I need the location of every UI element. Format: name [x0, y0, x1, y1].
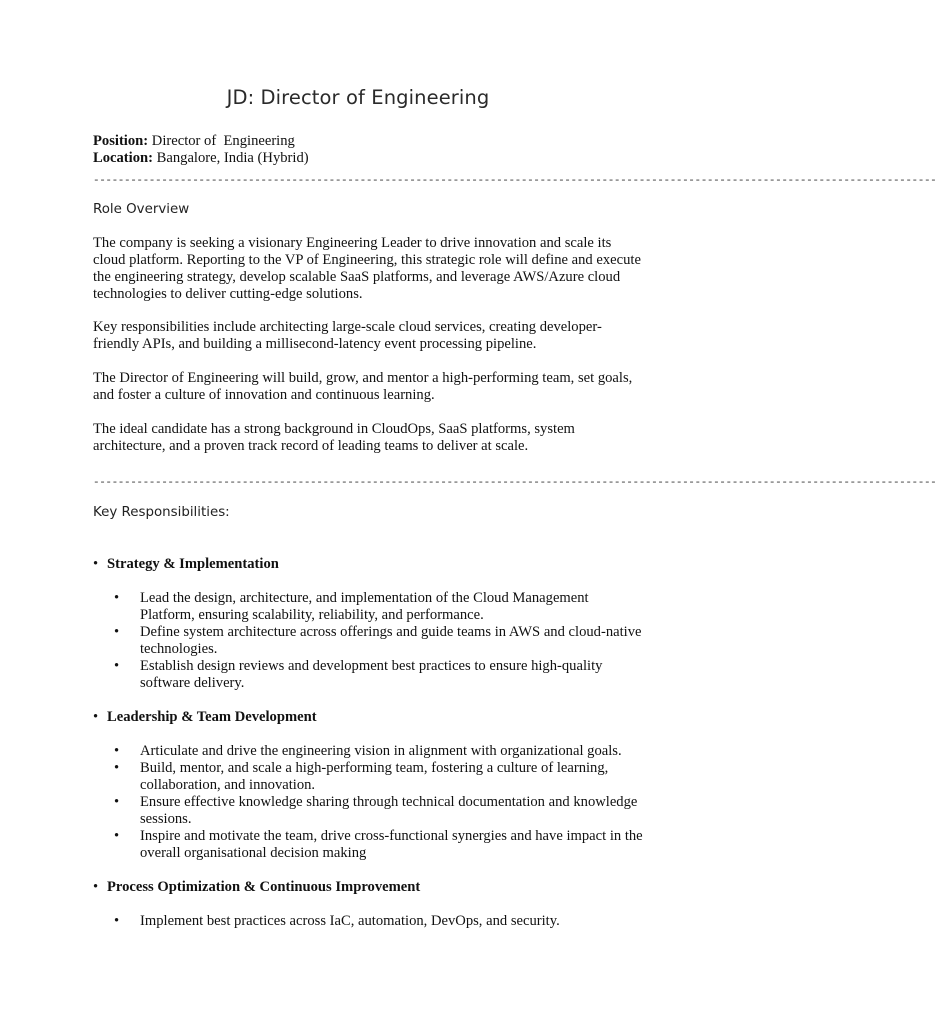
position-value: Director of Engineering — [148, 133, 295, 149]
role-overview-heading: Role Overview — [93, 202, 190, 217]
role-overview-paragraph — [93, 421, 693, 455]
list-item: • Inspire and motivate the team, drive cross-functional synergies and have impact in the overall organisational decision making — [114, 828, 643, 861]
section-title-text: Strategy & Implementation — [107, 556, 279, 572]
role-overview-paragraph — [93, 319, 693, 353]
list-item: • Lead the design, architecture, and implementation of the Cloud Management Platform, ensuring scalability, reliability, and performance. — [114, 590, 589, 623]
text-line: friendly APIs, and building a millisecond-latency event processing pipeline. — [93, 336, 537, 352]
location-line — [93, 150, 309, 167]
text-line: and foster a culture of innovation and continuous learning. — [93, 387, 435, 403]
role-overview-paragraph — [93, 370, 693, 404]
section-title-text: Leadership & Team Development — [107, 709, 317, 725]
bullet-icon: • — [114, 828, 120, 844]
bullet-icon: • — [114, 658, 120, 674]
responsibility-list — [114, 913, 684, 930]
bullet-icon: • — [114, 794, 120, 810]
responsibility-list — [114, 590, 684, 692]
bullet-icon: • — [93, 556, 99, 572]
location-value: Bangalore, India (Hybrid) — [153, 150, 309, 166]
list-item: • Ensure effective knowledge sharing through technical documentation and knowledge sessions. — [114, 794, 638, 827]
role-overview-paragraph — [93, 235, 693, 303]
bullet-icon: • — [114, 624, 120, 640]
divider-middle: ---------------------------------------------------------------------------------------------------------------------------------------- — [93, 477, 936, 489]
location-label: Location: — [93, 150, 153, 166]
list-item: • Articulate and drive the engineering vision in alignment with organizational goals. — [114, 743, 622, 759]
text-line: architecture, and a proven track record of leading teams to deliver at scale. — [93, 438, 529, 454]
responsibility-section-title — [93, 709, 317, 726]
bullet-icon: • — [114, 913, 120, 929]
responsibility-section-title — [93, 879, 420, 896]
responsibility-section-title — [93, 556, 279, 573]
text-line: cloud platform. Reporting to the VP of Engineering, this strategic role will define and execute — [93, 252, 641, 268]
bullet-icon: • — [114, 590, 120, 606]
position-label: Position: — [93, 133, 149, 149]
list-item: • Implement best practices across IaC, automation, DevOps, and security. — [114, 913, 560, 929]
text-line: The company is seeking a visionary Engineering Leader to drive innovation and scale its — [93, 235, 612, 251]
text-line: technologies to deliver cutting-edge solutions. — [93, 286, 363, 302]
text-line: the engineering strategy, develop scalable SaaS platforms, and leverage AWS/Azure cloud — [93, 269, 621, 285]
text-line: The Director of Engineering will build, grow, and mentor a high-performing team, set goals, — [93, 370, 633, 386]
divider-top: ---------------------------------------------------------------------------------------------------------------------------------------- — [93, 175, 936, 187]
bullet-icon: • — [114, 743, 120, 759]
list-item: • Establish design reviews and development best practices to ensure high-quality software delivery. — [114, 658, 603, 691]
position-line — [93, 133, 309, 150]
text-line: Key responsibilities include architecting large-scale cloud services, creating developer- — [93, 319, 602, 335]
key-responsibilities-heading: Key Responsibilities: — [93, 505, 230, 520]
document-title: JD: Director of Engineering — [226, 86, 490, 109]
list-item: • Build, mentor, and scale a high-performing team, fostering a culture of learning, collaboration, and innovation. — [114, 760, 609, 793]
responsibility-list — [114, 743, 684, 862]
bullet-icon: • — [114, 760, 120, 776]
job-meta — [93, 133, 309, 167]
bullet-icon: • — [93, 879, 99, 895]
bullet-icon: • — [93, 709, 99, 725]
text-line: The ideal candidate has a strong background in CloudOps, SaaS platforms, system — [93, 421, 575, 437]
section-title-text: Process Optimization & Continuous Improvement — [107, 879, 421, 895]
list-item: • Define system architecture across offerings and guide teams in AWS and cloud-native technologies. — [114, 624, 642, 657]
